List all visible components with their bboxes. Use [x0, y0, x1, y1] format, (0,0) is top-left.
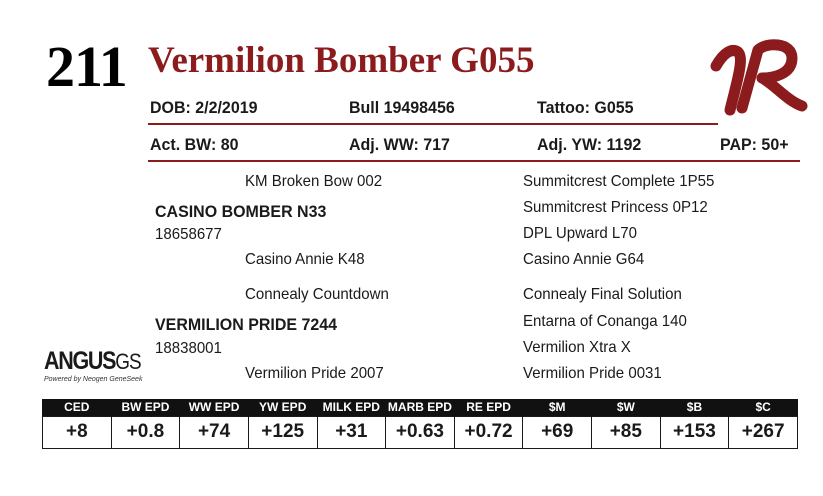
epd-value-marb: +0.63 — [386, 416, 455, 448]
epd-header-ced: CED — [43, 399, 112, 416]
sire-sire: KM Broken Bow 002 — [245, 173, 383, 190]
epd-value-w: +85 — [592, 416, 661, 448]
vr-brand-icon — [708, 38, 808, 120]
epd-header-milk: MILK EPD — [317, 399, 386, 416]
ancestor-name: Vermilion Xtra X — [523, 339, 631, 356]
adjusted-yearling-weight: Adj. YW: 1192 — [537, 135, 642, 154]
animal-name: Vermilion Bomber G055 — [148, 40, 535, 81]
divider-rule — [148, 123, 718, 125]
epd-header-c: $C — [729, 399, 798, 416]
epd-value-ww: +74 — [180, 416, 249, 448]
epd-header-row — [43, 399, 798, 416]
epd-value-milk: +31 — [317, 416, 386, 448]
adjusted-weaning-weight: Adj. WW: 717 — [349, 135, 450, 154]
ancestor-name: Summitcrest Complete 1P55 — [523, 173, 715, 190]
epd-value-re: +0.72 — [454, 416, 523, 448]
lot-number: 211 — [46, 34, 127, 99]
angus-logo-suffix: GS — [115, 349, 141, 374]
epd-header-bw: BW EPD — [111, 399, 180, 416]
ancestor-name: Entarna of Conanga 140 — [523, 313, 687, 330]
angus-logo-tagline: Powered by Neogen GeneSeek — [44, 376, 143, 383]
dob: DOB: 2/2/2019 — [150, 98, 258, 117]
tattoo: Tattoo: G055 — [537, 98, 634, 117]
ancestor-name: Connealy Final Solution — [523, 286, 682, 303]
ancestor-name: Casino Annie G64 — [523, 251, 645, 268]
epd-header-re: RE EPD — [454, 399, 523, 416]
epd-header-m: $M — [523, 399, 592, 416]
dam-dam: Vermilion Pride 2007 — [245, 365, 384, 382]
epd-header-marb: MARB EPD — [386, 399, 455, 416]
dam-registration: 18838001 — [155, 340, 222, 357]
epd-value-c: +267 — [729, 416, 798, 448]
epd-header-b: $B — [660, 399, 729, 416]
epd-header-w: $W — [592, 399, 661, 416]
dam-name: VERMILION PRIDE 7244 — [155, 315, 338, 334]
ancestor-name: DPL Upward L70 — [523, 225, 637, 242]
ancestor-name: Vermilion Pride 0031 — [523, 365, 662, 382]
sire-registration: 18658677 — [155, 226, 222, 243]
ancestor-name: Summitcrest Princess 0P12 — [523, 199, 708, 216]
epd-value-bw: +0.8 — [111, 416, 180, 448]
epd-value-ced: +8 — [43, 416, 112, 448]
sire-dam: Casino Annie K48 — [245, 251, 365, 268]
angus-gs-logo — [44, 349, 144, 395]
epd-table — [42, 399, 798, 449]
divider-rule — [148, 160, 800, 162]
bull-registration: Bull 19498456 — [349, 98, 455, 117]
epd-value-row — [43, 416, 798, 448]
epd-value-b: +153 — [660, 416, 729, 448]
sire-name: CASINO BOMBER N33 — [155, 202, 327, 221]
angus-logo-word: ANGUS — [44, 347, 116, 375]
dam-sire: Connealy Countdown — [245, 286, 389, 303]
epd-value-m: +69 — [523, 416, 592, 448]
epd-value-yw: +125 — [248, 416, 317, 448]
actual-birth-weight: Act. BW: 80 — [150, 135, 239, 154]
pap-score: PAP: 50+ — [720, 135, 789, 154]
epd-header-yw: YW EPD — [248, 399, 317, 416]
epd-header-ww: WW EPD — [180, 399, 249, 416]
